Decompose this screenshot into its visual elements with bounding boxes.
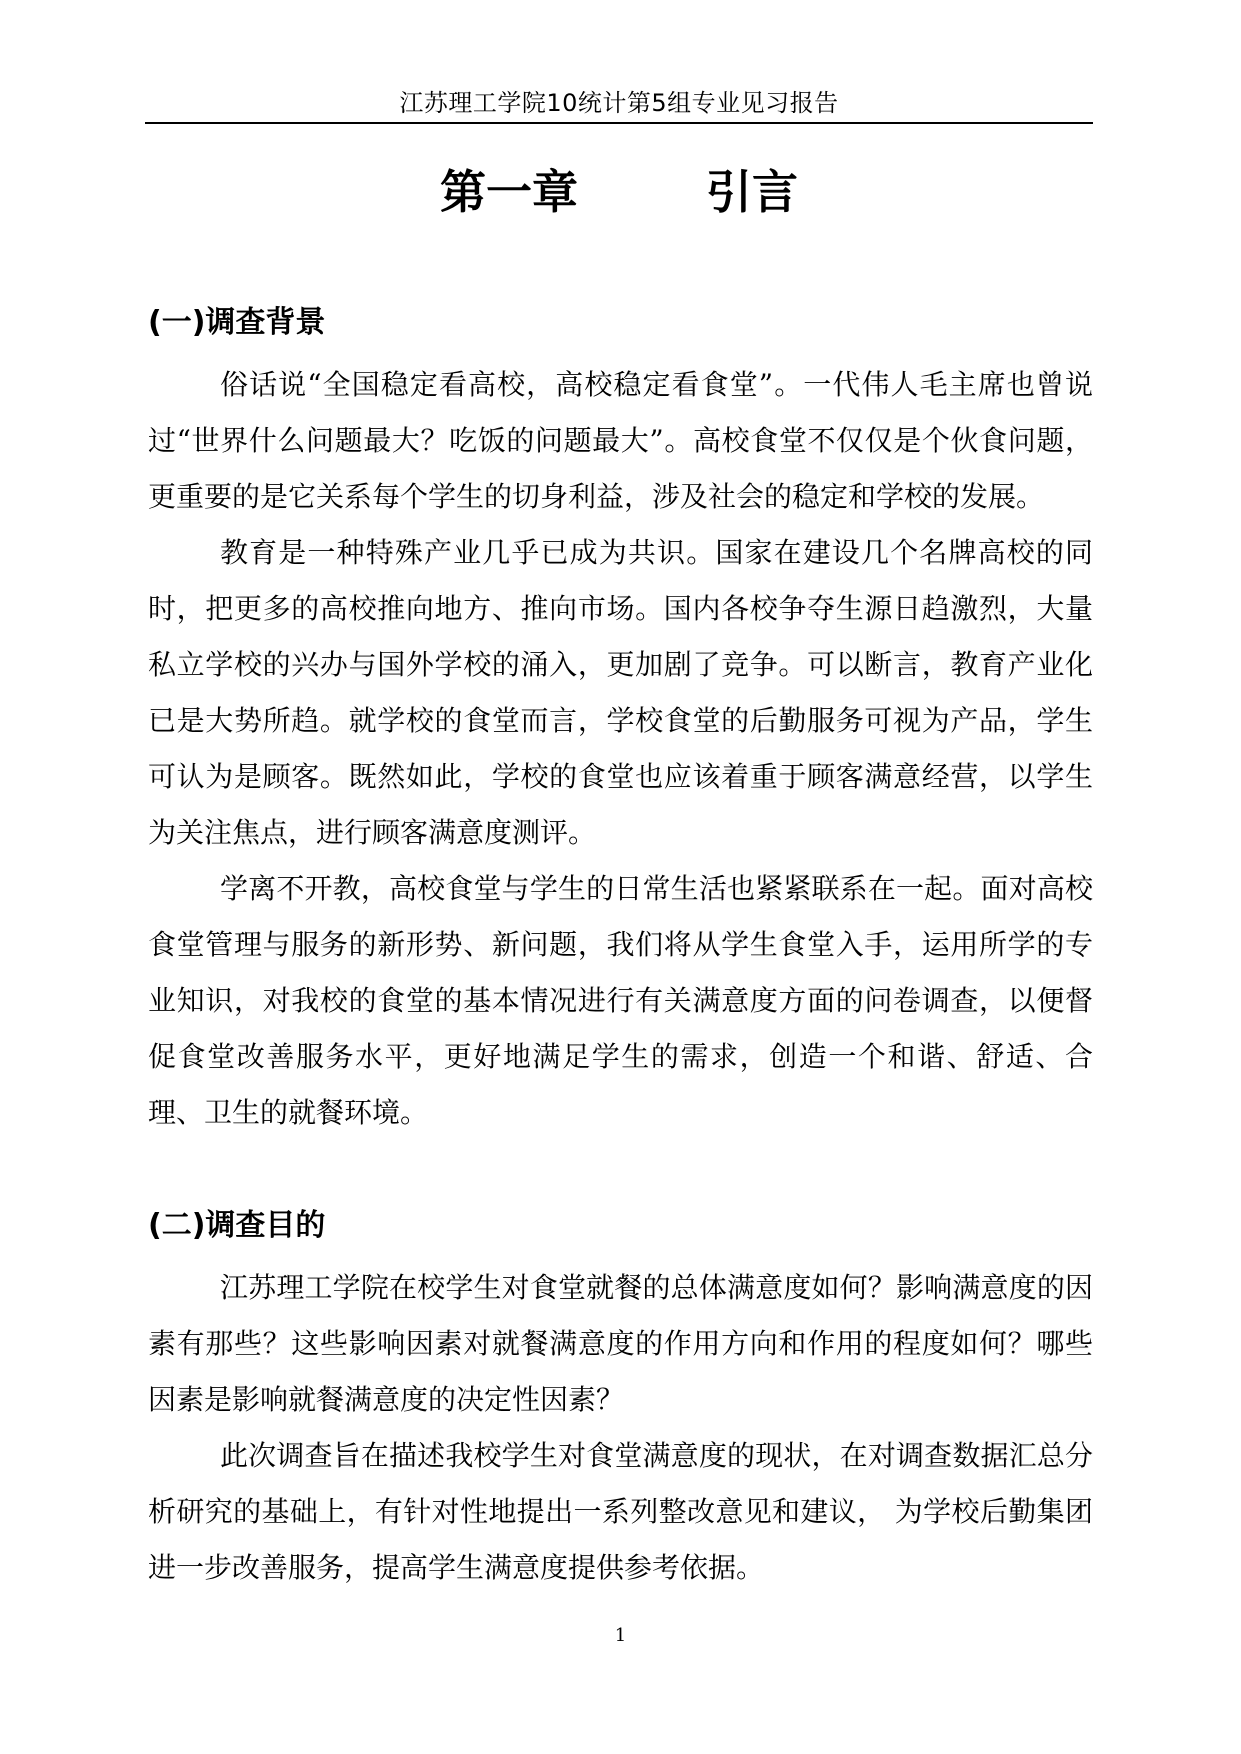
paragraph: 教育是一种特殊产业几乎已成为共识。国家在建设几个名牌高校的同时，把更多的高校推向地方、推向市场。国内各校争夺生源日趋激烈，大量私立学校的兴办与国外学校的涌入，更加剧了竞争。可以断言，教育产业化已是大势所趋。就学校的食堂而言，学校食堂的后勤服务可视为产品，学生可认为是顾客。既然如此，学校的食堂也应该着重于顾客满意经营，以学生为关注焦点，进行顾客满意度测评。 (148, 536, 1093, 849)
section-heading: (二)调查目的 (148, 1208, 326, 1243)
section-heading: (一)调查背景 (148, 305, 326, 340)
section-purpose (148, 1204, 1093, 1596)
header-divider (145, 122, 1093, 124)
paragraph: 俗话说“全国稳定看高校，高校稳定看食堂”。一代伟人毛主席也曾说过“世界什么问题最大？吃饭的问题最大”。高校食堂不仅仅是个伙食问题，更重要的是它关系每个学生的切身利益，涉及社会的稳定和学校的发展。 (148, 368, 1093, 513)
paragraph: 江苏理工学院在校学生对食堂就餐的总体满意度如何？影响满意度的因素有那些？这些影响因素对就餐满意度的作用方向和作用的程度如何？哪些因素是影响就餐满意度的决定性因素？ (148, 1271, 1093, 1416)
chapter-title: 第一章 引言 (439, 165, 799, 219)
running-header: 江苏理工学院10统计第5组专业见习报告 (399, 89, 839, 117)
paragraph: 此次调查旨在描述我校学生对食堂满意度的现状，在对调查数据汇总分析研究的基础上，有针对性地提出一系列整改意见和建议， 为学校后勤集团进一步改善服务，提高学生满意度提供参考依据。 (148, 1439, 1093, 1584)
section-background (148, 301, 1093, 1141)
paragraph: 学离不开教，高校食堂与学生的日常生活也紧紧联系在一起。面对高校食堂管理与服务的新形势、新问题，我们将从学生食堂入手，运用所学的专业知识，对我校的食堂的基本情况进行有关满意度方面的问卷调查，以便督促食堂改善服务水平，更好地满足学生的需求，创造一个和谐、舒适、合理、卫生的就餐环境。 (148, 872, 1093, 1129)
page-number: 1 (614, 1625, 627, 1646)
